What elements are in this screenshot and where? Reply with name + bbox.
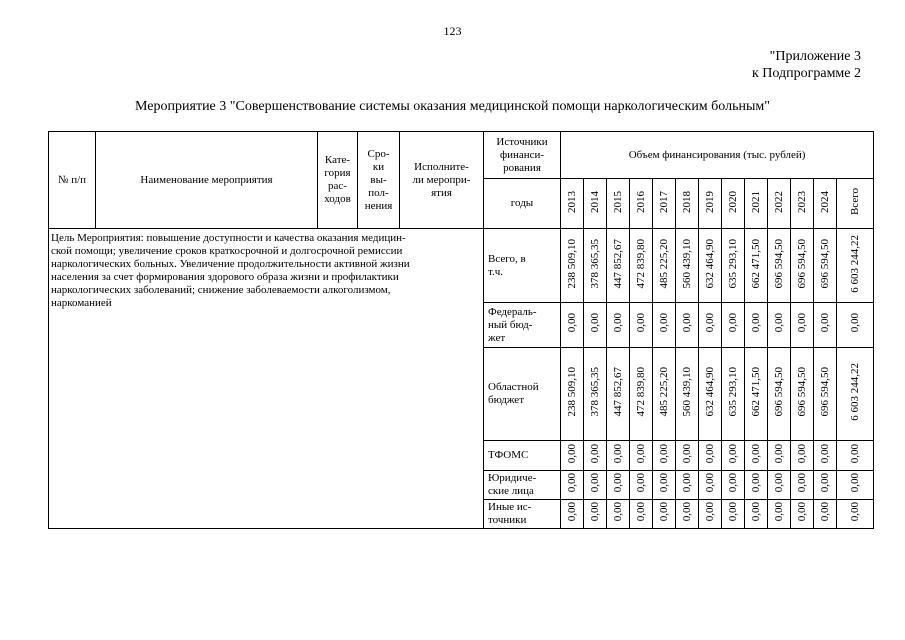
amount-value: 0,00 <box>819 473 831 493</box>
year-label: Всего <box>849 188 862 215</box>
amount-cell <box>768 303 791 348</box>
year-header-2022 <box>768 179 791 229</box>
header-sources <box>484 132 561 179</box>
funding-source-label: Всего, в т.ч. <box>488 252 526 278</box>
amount-cell <box>676 471 699 500</box>
amount-value: 238 509,10 <box>566 367 578 417</box>
amount-value: 0,00 <box>658 313 670 333</box>
amount-cell <box>768 441 791 471</box>
amount-value: 0,00 <box>727 473 739 493</box>
amount-cell <box>584 471 607 500</box>
amount-value: 0,00 <box>773 502 785 522</box>
amount-value: 0,00 <box>704 473 716 493</box>
amount-cell <box>630 441 653 471</box>
year-header-2013 <box>561 179 584 229</box>
year-label: 2019 <box>704 190 716 213</box>
funding-source-label: ТФОМС <box>488 449 529 461</box>
amount-cell <box>561 303 584 348</box>
years-label: годы <box>510 197 534 209</box>
amount-value: 0,00 <box>612 443 624 464</box>
amount-cell <box>745 229 768 303</box>
amount-cell <box>768 500 791 529</box>
amount-cell <box>699 441 722 471</box>
amount-value: 560 439,10 <box>681 238 693 289</box>
funding-source <box>484 229 561 303</box>
amount-value: 560 439,10 <box>681 367 693 417</box>
amount-cell <box>791 471 814 500</box>
year-label: 2015 <box>612 190 624 213</box>
amount-value: 0,00 <box>681 473 693 493</box>
amount-cell <box>722 303 745 348</box>
amount-cell <box>607 500 630 529</box>
amount-value: 696 594,50 <box>796 238 808 289</box>
amount-value: 378 365,35 <box>589 367 601 417</box>
amount-cell <box>607 348 630 441</box>
amount-value: 472 839,80 <box>635 367 647 417</box>
amount-cell <box>814 303 837 348</box>
year-label: 2013 <box>566 190 578 213</box>
year-header-total <box>837 179 874 229</box>
amount-value: 635 293,10 <box>727 238 739 289</box>
amount-cell <box>653 471 676 500</box>
year-label: 2017 <box>658 190 670 213</box>
amount-value: 662 471,50 <box>750 238 762 289</box>
amount-cell <box>607 441 630 471</box>
amount-value: 0,00 <box>819 313 831 333</box>
amount-cell <box>837 229 874 303</box>
amount-value: 0,00 <box>704 443 716 464</box>
amount-value: 0,00 <box>612 313 624 333</box>
amount-cell <box>630 229 653 303</box>
amount-value: 0,00 <box>658 502 670 522</box>
amount-cell <box>814 441 837 471</box>
amount-cell <box>768 471 791 500</box>
year-header-2017 <box>653 179 676 229</box>
amount-cell <box>722 441 745 471</box>
year-label: 2016 <box>635 190 647 213</box>
amount-value: 0,00 <box>819 502 831 522</box>
amount-value: 0,00 <box>589 502 601 522</box>
amount-value: 0,00 <box>819 443 831 464</box>
amount-value: 0,00 <box>773 313 785 333</box>
year-header-2023 <box>791 179 814 229</box>
amount-cell <box>607 229 630 303</box>
amount-cell <box>791 348 814 441</box>
year-label: 2021 <box>750 190 762 213</box>
funding-source-label: Федераль- ный бюд- жет <box>488 305 537 344</box>
amount-cell <box>814 471 837 500</box>
amount-cell <box>837 303 874 348</box>
amount-cell <box>584 229 607 303</box>
amount-value: 0,00 <box>750 502 762 522</box>
year-header-2018 <box>676 179 699 229</box>
header-name <box>96 132 318 229</box>
amount-cell <box>791 229 814 303</box>
amount-value: 0,00 <box>635 502 647 522</box>
amount-cell <box>561 441 584 471</box>
amount-value: 0,00 <box>612 473 624 493</box>
amount-cell <box>745 303 768 348</box>
amount-value: 696 594,50 <box>773 238 785 289</box>
funding-source-label: Областной бюджет <box>488 381 539 406</box>
amount-value: 0,00 <box>589 313 601 333</box>
year-header-2015 <box>607 179 630 229</box>
amount-cell <box>814 500 837 529</box>
amount-cell <box>607 471 630 500</box>
funding-source <box>484 471 561 500</box>
amount-value: 0,00 <box>704 502 716 522</box>
header-years-label <box>484 179 561 229</box>
funding-source <box>484 441 561 471</box>
amount-cell <box>653 229 676 303</box>
amount-value: 0,00 <box>750 473 762 493</box>
amount-cell <box>837 441 874 471</box>
amount-value: 0,00 <box>849 313 862 333</box>
amount-cell <box>699 348 722 441</box>
header-executors <box>400 132 484 229</box>
amount-value: 696 594,50 <box>819 367 831 417</box>
table-row <box>49 229 874 303</box>
amount-cell <box>676 441 699 471</box>
amount-value: 485 225,20 <box>658 238 670 289</box>
amount-cell <box>722 500 745 529</box>
amount-cell <box>653 441 676 471</box>
amount-cell <box>607 303 630 348</box>
amount-value: 472 839,80 <box>635 238 647 289</box>
amount-cell <box>630 471 653 500</box>
amount-cell <box>814 348 837 441</box>
page-number: 123 <box>443 24 462 38</box>
amount-cell <box>561 471 584 500</box>
appendix-line-2: к Подпрограмме 2 <box>751 66 861 81</box>
year-header-2021 <box>745 179 768 229</box>
year-header-2020 <box>722 179 745 229</box>
funding-source <box>484 348 561 441</box>
header-executors-label: Исполните- ли меропри- ятия <box>412 160 471 199</box>
amount-cell <box>745 500 768 529</box>
document-title: Мероприятие 3 "Совершенствование системы оказания медицинской помощи наркологическим больным" <box>135 99 770 114</box>
amount-cell <box>561 229 584 303</box>
amount-value: 632 464,90 <box>704 238 716 289</box>
year-header-2019 <box>699 179 722 229</box>
amount-value: 0,00 <box>635 313 647 333</box>
amount-cell <box>768 348 791 441</box>
amount-value: 0,00 <box>566 502 578 522</box>
amount-value: 0,00 <box>773 443 785 464</box>
amount-value: 0,00 <box>750 313 762 333</box>
amount-cell <box>584 303 607 348</box>
amount-cell <box>837 500 874 529</box>
amount-value: 0,00 <box>566 473 578 493</box>
amount-value: 6 603 244,22 <box>849 363 862 421</box>
header-terms <box>358 132 400 229</box>
amount-cell <box>699 303 722 348</box>
amount-value: 696 594,50 <box>819 238 831 289</box>
amount-value: 696 594,50 <box>796 367 808 417</box>
amount-value: 0,00 <box>727 502 739 522</box>
amount-cell <box>791 500 814 529</box>
header-terms-label: Сро- ки вы- пол- нения <box>364 147 393 212</box>
header-num-label: № п/п <box>57 173 87 186</box>
year-label: 2023 <box>796 190 808 213</box>
amount-value: 0,00 <box>727 443 739 464</box>
funding-source-label: Иные ис- точники <box>488 501 532 526</box>
amount-cell <box>837 348 874 441</box>
amount-value: 0,00 <box>589 473 601 493</box>
header-volume-label: Объем финансирования (тыс. рублей) <box>628 148 806 161</box>
year-header-2024 <box>814 179 837 229</box>
amount-cell <box>745 348 768 441</box>
amount-value: 0,00 <box>681 502 693 522</box>
amount-value: 0,00 <box>796 443 808 464</box>
amount-cell <box>722 471 745 500</box>
appendix-reference <box>752 48 861 82</box>
amount-cell <box>791 303 814 348</box>
amount-value: 0,00 <box>681 313 693 333</box>
amount-value: 635 293,10 <box>727 367 739 417</box>
amount-value: 0,00 <box>849 443 862 464</box>
amount-cell <box>630 348 653 441</box>
amount-cell <box>561 348 584 441</box>
year-header-2014 <box>584 179 607 229</box>
amount-cell <box>630 500 653 529</box>
amount-value: 0,00 <box>658 443 670 464</box>
amount-value: 0,00 <box>849 473 862 493</box>
amount-value: 662 471,50 <box>750 367 762 417</box>
amount-value: 0,00 <box>635 443 647 464</box>
amount-value: 238 509,10 <box>566 238 578 289</box>
amount-cell <box>676 500 699 529</box>
amount-value: 0,00 <box>796 502 808 522</box>
funding-source <box>484 500 561 529</box>
amount-cell <box>745 441 768 471</box>
amount-value: 0,00 <box>566 313 578 333</box>
year-label: 2014 <box>589 190 601 213</box>
amount-cell <box>699 500 722 529</box>
amount-value: 378 365,35 <box>589 238 601 289</box>
amount-value: 0,00 <box>635 473 647 493</box>
goal-cell <box>49 229 484 529</box>
amount-value: 0,00 <box>589 443 601 464</box>
header-num <box>49 132 96 229</box>
amount-value: 0,00 <box>612 502 624 522</box>
amount-value: 447 852,67 <box>612 238 624 289</box>
amount-cell <box>653 303 676 348</box>
appendix-line-1: "Приложение 3 <box>769 49 861 64</box>
amount-value: 447 852,67 <box>612 367 624 417</box>
amount-value: 0,00 <box>658 473 670 493</box>
amount-cell <box>653 500 676 529</box>
header-name-label: Наименование мероприятия <box>140 173 273 186</box>
amount-value: 485 225,20 <box>658 367 670 417</box>
amount-value: 0,00 <box>727 313 739 333</box>
amount-cell <box>791 441 814 471</box>
amount-value: 0,00 <box>796 313 808 333</box>
amount-cell <box>676 348 699 441</box>
amount-cell <box>699 229 722 303</box>
amount-value: 6 603 244,22 <box>849 234 862 293</box>
amount-value: 632 464,90 <box>704 367 716 417</box>
amount-cell <box>837 471 874 500</box>
header-category-label: Кате- гория рас- ходов <box>324 154 351 205</box>
amount-cell <box>814 229 837 303</box>
amount-cell <box>653 348 676 441</box>
amount-value: 696 594,50 <box>773 367 785 417</box>
amount-cell <box>584 441 607 471</box>
amount-value: 0,00 <box>750 443 762 464</box>
financing-table <box>48 131 874 529</box>
goal-text: Цель Мероприятия: повышение доступности и качества оказания медицин- ской помощи; увеличение сроков краткосрочной и долгосрочной ремиссии наркологических больных. Увеличение продолжительности активной жизни населения за счет формирования здорового образа жизни и профилактики наркологических заболеваний; снижение заболеваемости алкоголизмом, наркоманией <box>51 232 410 309</box>
funding-source-label: Юридиче- ские лица <box>488 472 537 497</box>
amount-value: 0,00 <box>849 502 862 522</box>
amount-cell <box>768 229 791 303</box>
header-volume <box>561 132 874 179</box>
year-label: 2022 <box>773 190 785 213</box>
amount-cell <box>722 229 745 303</box>
amount-cell <box>699 471 722 500</box>
amount-value: 0,00 <box>681 443 693 464</box>
amount-cell <box>676 303 699 348</box>
amount-cell <box>584 348 607 441</box>
amount-value: 0,00 <box>773 473 785 493</box>
amount-cell <box>561 500 584 529</box>
header-sources-label: Источники финанси- рования <box>496 135 548 174</box>
year-header-2016 <box>630 179 653 229</box>
amount-cell <box>584 500 607 529</box>
amount-value: 0,00 <box>796 473 808 493</box>
amount-cell <box>630 303 653 348</box>
amount-value: 0,00 <box>704 313 716 333</box>
amount-cell <box>676 229 699 303</box>
year-label: 2020 <box>727 190 739 213</box>
year-label: 2018 <box>681 190 693 213</box>
year-label: 2024 <box>819 190 831 213</box>
amount-value: 0,00 <box>566 443 578 464</box>
header-category <box>318 132 358 229</box>
amount-cell <box>722 348 745 441</box>
funding-source <box>484 303 561 348</box>
amount-cell <box>745 471 768 500</box>
